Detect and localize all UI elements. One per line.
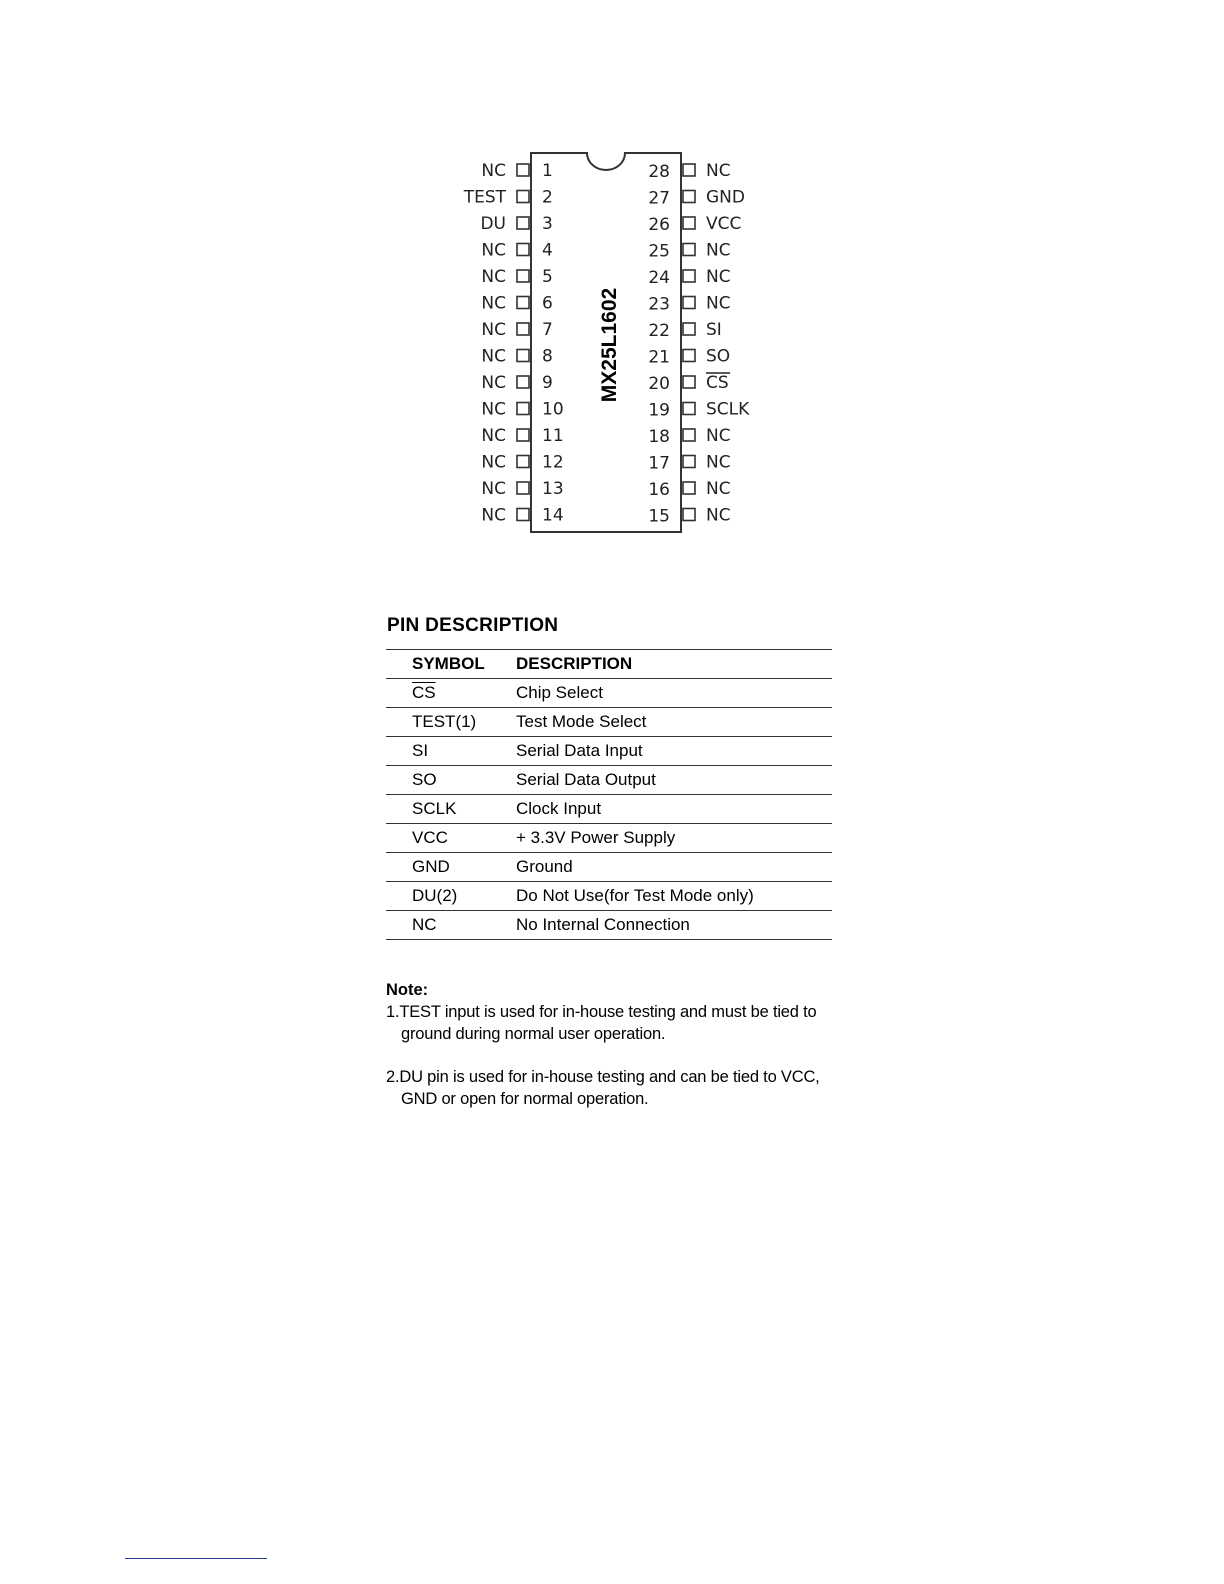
table-row — [386, 882, 832, 911]
pin-number: 20 — [648, 374, 670, 394]
description-cell: Chip Select — [516, 679, 832, 708]
description-cell: Serial Data Output — [516, 766, 832, 795]
pin-label: NC — [481, 346, 506, 367]
pin-number: 19 — [648, 400, 670, 421]
symbol-cell — [386, 737, 516, 766]
pin-label: NC — [706, 240, 731, 261]
symbol-cell — [386, 882, 516, 911]
pin-25 — [648, 241, 730, 262]
pin-13 — [481, 479, 563, 499]
pin-label: NC — [481, 399, 506, 420]
description-cell: Ground — [516, 853, 832, 882]
notes-title: Note: — [386, 981, 429, 999]
pin-12 — [481, 453, 563, 473]
pin-6 — [481, 294, 552, 314]
symbol-cell — [386, 824, 516, 853]
table-row — [386, 795, 832, 824]
pin-number: 13 — [542, 479, 564, 499]
pin-17 — [648, 453, 730, 474]
pin-label: TEST — [463, 187, 506, 208]
description-cell: No Internal Connection — [516, 911, 832, 940]
pin-20 — [648, 373, 730, 394]
symbol-cell — [386, 853, 516, 882]
table-row — [386, 737, 832, 766]
pin-pad — [683, 429, 695, 441]
pin-label: NC — [706, 505, 731, 526]
table-row — [386, 853, 832, 882]
pin-pad — [517, 350, 529, 362]
pin-label: NC — [706, 479, 731, 499]
pin-label: GND — [706, 187, 745, 208]
pin-28 — [648, 161, 730, 182]
pin-label: NC — [481, 373, 506, 393]
right-pin-column — [648, 161, 750, 527]
pin-3 — [480, 214, 552, 234]
pin-pad — [683, 482, 695, 494]
symbol-cell — [386, 911, 516, 940]
note-1: 1.TEST input is used for in-house testing and must be tied to ground during normal user operation. — [386, 1003, 817, 1043]
pin-label: NC — [706, 452, 731, 473]
pin-number: 24 — [648, 268, 670, 288]
pin-24 — [648, 267, 730, 288]
symbol-cell — [386, 679, 516, 708]
description-header: DESCRIPTION — [516, 650, 832, 679]
pin-number: 17 — [648, 453, 670, 474]
pin-18 — [648, 426, 730, 447]
pin-number: 7 — [542, 320, 553, 340]
pin-10 — [481, 400, 563, 420]
pin-label: NC — [481, 320, 506, 340]
pin-label: DU — [480, 214, 506, 234]
pin-number: 1 — [542, 161, 553, 181]
pin-pad — [683, 217, 695, 229]
pin-number: 15 — [648, 506, 670, 527]
pin-number: 4 — [542, 240, 553, 261]
pin-pad — [517, 191, 529, 203]
pin-number: 18 — [648, 427, 670, 447]
pin-8 — [481, 347, 552, 367]
left-pin-column — [463, 161, 564, 526]
symbol-text: DU(2) — [412, 886, 458, 905]
pin-number: 22 — [648, 321, 670, 341]
table-row — [386, 679, 832, 708]
part-number: MX25L1602 — [598, 287, 621, 403]
pin-pad — [517, 456, 529, 468]
pin-pad — [517, 376, 529, 388]
pin-pad — [683, 164, 695, 176]
pin-number: 28 — [648, 162, 670, 182]
pin-number: 2 — [542, 187, 553, 208]
pin-number: 9 — [542, 373, 553, 393]
description-cell: Clock Input — [516, 795, 832, 824]
pin-4 — [481, 241, 552, 261]
pin-pad — [517, 244, 529, 256]
pin-pad — [683, 456, 695, 468]
pin-pad — [517, 482, 529, 494]
pin-description-title: PIN DESCRIPTION — [387, 615, 559, 636]
pin-19 — [648, 400, 750, 421]
pin-label: NC — [481, 426, 506, 446]
pin-pad — [683, 244, 695, 256]
pin-label: NC — [706, 161, 731, 181]
pin-pad — [683, 323, 695, 335]
pin-label: NC — [481, 240, 506, 261]
pin-number: 25 — [648, 241, 670, 262]
pin-27 — [648, 188, 745, 209]
pin-label: NC — [481, 161, 506, 181]
pin-number: 14 — [542, 505, 564, 526]
pin-label: SCLK — [706, 399, 750, 420]
pin-11 — [481, 426, 563, 446]
pin-label: SO — [706, 346, 731, 367]
note-2: 2.DU pin is used for in-house testing and can be tied to VCC, GND or open for normal operation. — [386, 1068, 820, 1108]
description-cell: Do Not Use(for Test Mode only) — [516, 882, 832, 911]
description-cell: Test Mode Select — [516, 708, 832, 737]
pin-label: NC — [706, 293, 731, 314]
pin-pad — [683, 297, 695, 309]
pin-21 — [648, 347, 730, 368]
pin-pad — [683, 376, 695, 388]
pin-5 — [481, 267, 552, 287]
symbol-text: $\overline{CS}$ — [412, 683, 436, 702]
pin-pad — [517, 323, 529, 335]
table-row — [386, 911, 832, 940]
pin-7 — [481, 320, 552, 340]
pin-pad — [683, 509, 695, 521]
pin-label: NC — [481, 505, 506, 526]
pin-1 — [481, 161, 552, 181]
pin-16 — [648, 479, 730, 500]
pin-pad — [683, 191, 695, 203]
pin-pad — [517, 217, 529, 229]
pin-9 — [481, 373, 552, 393]
pin-pad — [517, 509, 529, 521]
description-cell: Serial Data Input — [516, 737, 832, 766]
pin-number: 5 — [542, 267, 553, 287]
pin-22 — [648, 320, 721, 341]
table-row — [386, 708, 832, 737]
pin-23 — [648, 294, 730, 315]
table-header-row — [386, 650, 832, 679]
symbol-cell — [386, 795, 516, 824]
pin-label: NC — [481, 293, 506, 314]
chip-pinout-diagram — [0, 0, 1224, 600]
pin-number: 11 — [542, 426, 564, 446]
pin-pad — [517, 403, 529, 415]
footnote-divider — [125, 1558, 267, 1559]
pin-label: NC — [481, 479, 506, 499]
pin-description-table — [386, 649, 832, 940]
symbol-text: NC — [412, 915, 437, 934]
pin-label: CS — [706, 373, 729, 393]
pin-pad — [683, 403, 695, 415]
pin-number: 12 — [542, 452, 564, 473]
symbol-text: SO — [412, 770, 437, 789]
symbol-text: SCLK — [412, 799, 457, 818]
pin-15 — [648, 506, 730, 527]
pin-label: NC — [481, 452, 506, 473]
pin-pad — [517, 429, 529, 441]
pin-number: 8 — [542, 346, 553, 367]
pin-number: 16 — [648, 480, 670, 500]
table-row — [386, 824, 832, 853]
notes-section — [386, 979, 836, 1110]
pin-pad — [683, 350, 695, 362]
symbol-cell — [386, 766, 516, 795]
symbol-cell — [386, 708, 516, 737]
symbol-header: SYMBOL — [386, 650, 516, 679]
pin-pad — [517, 270, 529, 282]
pin-number: 6 — [542, 293, 553, 314]
pin-number: 21 — [648, 347, 670, 368]
pin-number: 26 — [648, 215, 670, 235]
pin-pad — [517, 164, 529, 176]
pin-14 — [481, 506, 563, 526]
description-cell: + 3.3V Power Supply — [516, 824, 832, 853]
pin-number: 10 — [542, 399, 564, 420]
pin-number: 23 — [648, 294, 670, 315]
pin-label: SI — [706, 320, 722, 340]
symbol-text: VCC — [412, 828, 448, 847]
pin-26 — [648, 214, 741, 235]
symbol-text: GND — [412, 857, 450, 876]
pin-label: NC — [706, 426, 731, 446]
pin-number: 27 — [648, 188, 670, 209]
pin-label: NC — [706, 267, 731, 287]
symbol-text: TEST(1) — [412, 712, 477, 731]
pin-label: VCC — [706, 214, 742, 234]
pin-pad — [517, 297, 529, 309]
symbol-text: SI — [412, 741, 429, 760]
pin-number: 3 — [542, 214, 553, 234]
pin-pad — [683, 270, 695, 282]
table-row — [386, 766, 832, 795]
pin-label: NC — [481, 267, 506, 287]
pin-2 — [463, 188, 553, 208]
